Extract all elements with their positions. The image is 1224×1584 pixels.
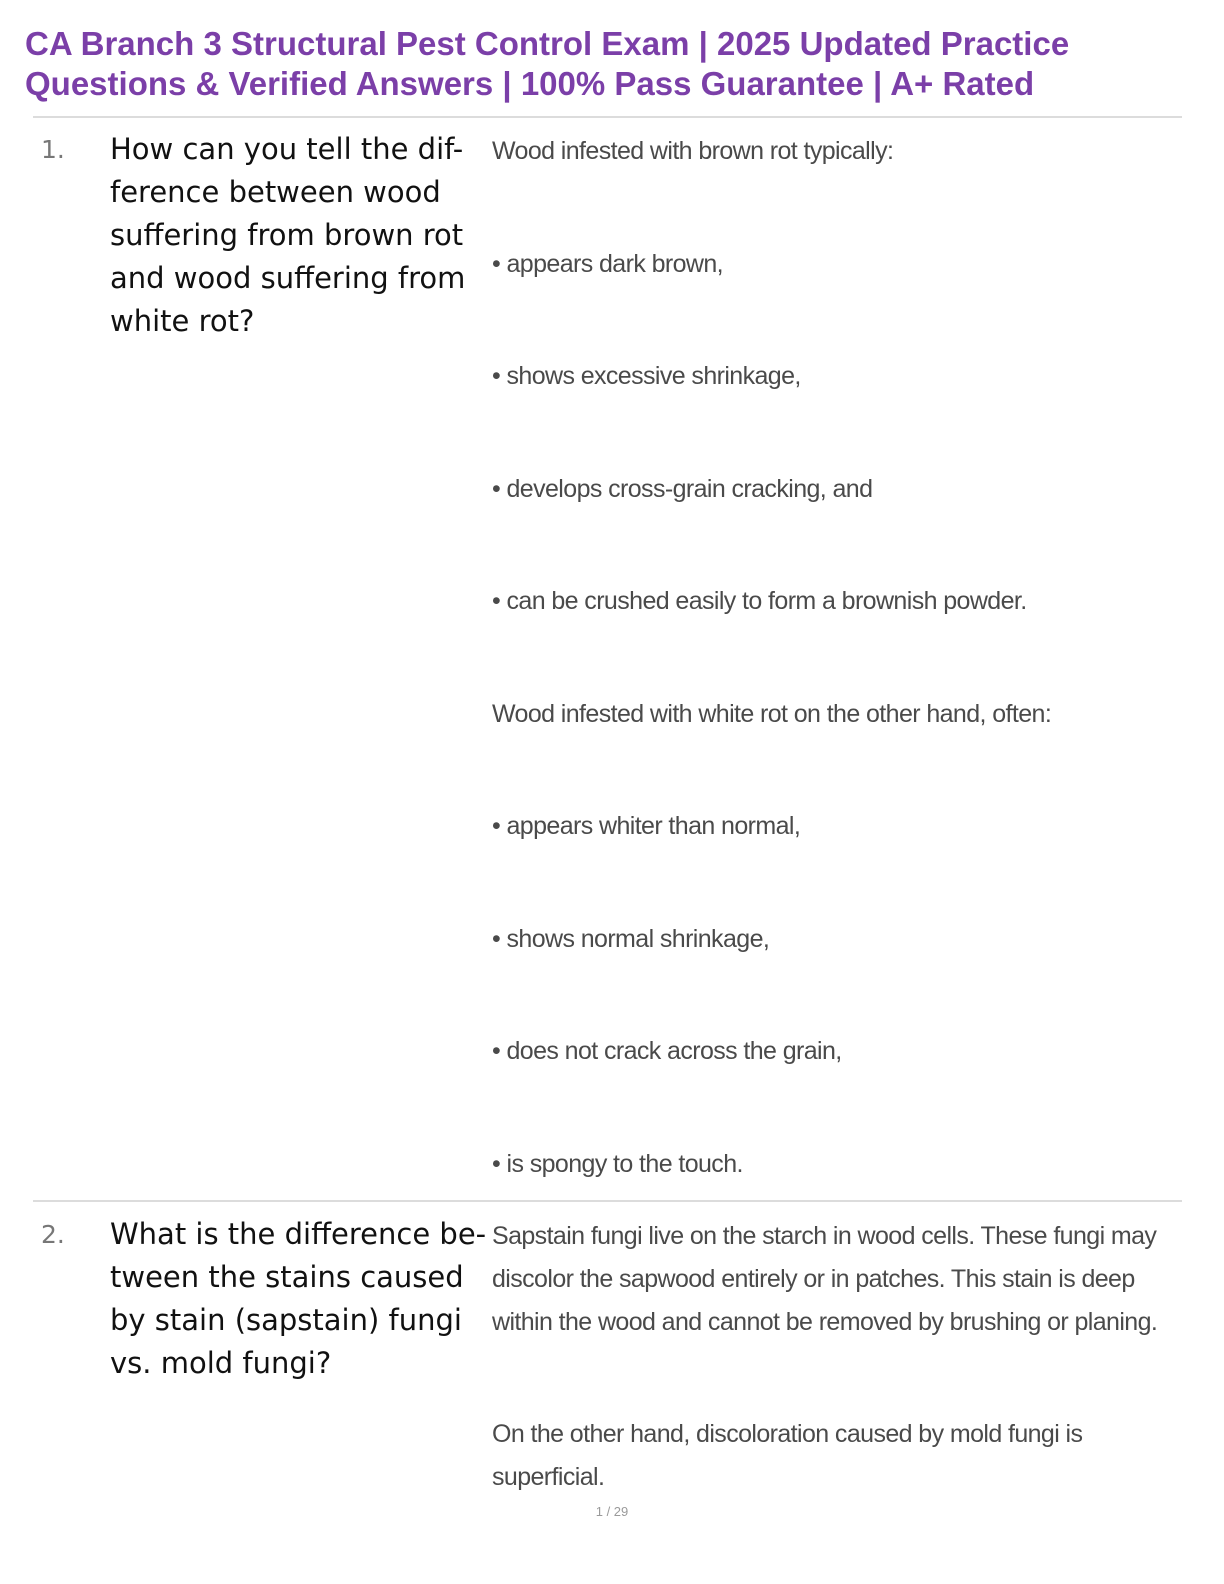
document-title: CA Branch 3 Structural Pest Control Exam | 2025 Updated Practice Questions & Verified Answers | 100% Pass Guarantee | A+ Rated	[25, 25, 1070, 102]
answer-bullet: • appears whiter than normal,	[492, 812, 801, 840]
answer-block	[492, 1215, 1172, 1499]
row-divider	[33, 1200, 1182, 1202]
answer-bullet: • develops cross-grain cracking, and	[492, 474, 873, 503]
question-number: 2.	[41, 1220, 65, 1249]
qa-row	[33, 128, 1182, 1201]
qa-row	[33, 1213, 1182, 1513]
question-text: What is the difference be-tween the stains caused by stain (sapstain) fungi vs. mold fungi?	[110, 1217, 487, 1380]
title-divider	[33, 116, 1182, 118]
answer-paragraph: Sapstain fungi live on the starch in wood cells. These fungi may discolor the sapwood entirely or in patches. This stain is deep within the wood and cannot be removed by brushing or planing.	[492, 1222, 1158, 1336]
answer-bullet: • can be crushed easily to form a brownish powder.	[492, 587, 1027, 615]
answer-line: Wood infested with brown rot typically:	[492, 137, 894, 165]
question-number: 1.	[41, 135, 65, 164]
answer-bullet: • shows normal shrinkage,	[492, 924, 770, 953]
answer-bullet: • shows excessive shrinkage,	[492, 362, 801, 390]
answer-line: Wood infested with white rot on the other hand, often:	[492, 699, 1052, 728]
page-number: 1 / 29	[595, 1504, 629, 1519]
answer-bullet: • does not crack across the grain,	[492, 1037, 842, 1065]
answer-bullet: • is spongy to the touch.	[492, 1149, 743, 1178]
question-text: How can you tell the dif-ference between wood suffering from brown rot and wood suffering from white rot?	[110, 132, 466, 338]
answer-spacer	[492, 1344, 1172, 1413]
answer-paragraph: On the other hand, discoloration caused by mold fungi is superficial.	[492, 1420, 1083, 1491]
answer-bullet: • appears dark brown,	[492, 249, 724, 278]
answer-block	[492, 130, 1172, 1255]
